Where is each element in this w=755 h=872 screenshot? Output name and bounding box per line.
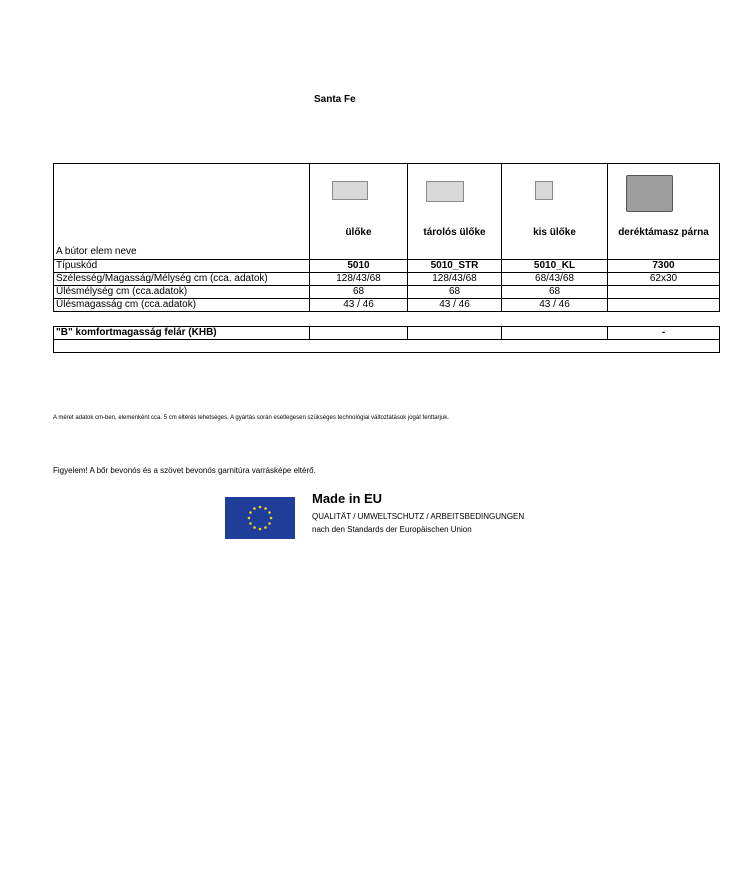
table-cell: 43 / 46 [502, 299, 608, 312]
dimension-note: A méret adatok cm-ben, elemenként cca. 5 cm eltérés lehetséges. A gyártás során esetlegesen szükséges technológiai változtatások jogát fenttarjuk. [53, 415, 449, 421]
table-cell [608, 299, 720, 312]
made-in-eu-title: Made in EU [312, 491, 383, 506]
table-cell: 68 [408, 286, 502, 299]
table-cell: 7300 [608, 260, 720, 273]
eu-stars-icon [225, 497, 295, 539]
table-cell: 128/43/68 [310, 273, 408, 286]
table-header-row [54, 164, 720, 260]
table-row [54, 260, 720, 273]
table-cell: 43 / 46 [310, 299, 408, 312]
table-cell [408, 327, 502, 340]
table-cell: - [608, 327, 720, 340]
table-row [54, 286, 720, 299]
table-cell: 43 / 46 [408, 299, 502, 312]
product-image-placeholder [332, 181, 368, 200]
column-header: ülőke [345, 227, 372, 238]
table-cell: 128/43/68 [408, 273, 502, 286]
table-cell [608, 286, 720, 299]
table-row [54, 273, 720, 286]
table-cell: 5010_KL [502, 260, 608, 273]
table-cell: 68/43/68 [502, 273, 608, 286]
table-cell [310, 327, 408, 340]
row-label: Ülésmélység cm (cca.adatok) [54, 286, 310, 299]
table-cell: 68 [310, 286, 408, 299]
column-header: deréktámasz párna [618, 227, 709, 238]
table-cell: 5010 [310, 260, 408, 273]
row-label: "B" komfortmagasság felár (KHB) [54, 327, 310, 340]
table-row [54, 299, 720, 312]
row-label: Típuskód [54, 260, 310, 273]
table-cell: 68 [502, 286, 608, 299]
warning-text: Figyelem! A bőr bevonós és a szövet bevonós garnitúra varrásképe eltérő. [53, 466, 316, 475]
table-cell [502, 327, 608, 340]
product-image-placeholder [426, 181, 464, 202]
eu-standards-line: nach den Standards der Europäischen Union [312, 525, 472, 534]
name-label: A bútor elem neve [56, 246, 137, 257]
table-cell: 62x30 [608, 273, 720, 286]
column-header: tárolós ülőke [423, 227, 486, 238]
eu-quality-line: QUALITÄT / UMWELTSCHUTZ / ARBEITSBEDINGUNGEN [312, 512, 525, 521]
table-row [54, 340, 720, 353]
table-spacer [54, 312, 720, 327]
product-spec-table [53, 163, 720, 353]
column-header: kis ülőke [533, 227, 576, 238]
product-image-placeholder [626, 175, 673, 212]
table-row [54, 327, 720, 340]
table-cell [54, 340, 720, 353]
row-label: Ülésmagasság cm (cca.adatok) [54, 299, 310, 312]
row-label: Szélesség/Magasság/Mélység cm (cca. adatok) [54, 273, 310, 286]
eu-flag-icon [225, 497, 295, 539]
product-image-placeholder [535, 181, 553, 200]
table-cell: 5010_STR [408, 260, 502, 273]
page-title: Santa Fe [314, 94, 356, 105]
